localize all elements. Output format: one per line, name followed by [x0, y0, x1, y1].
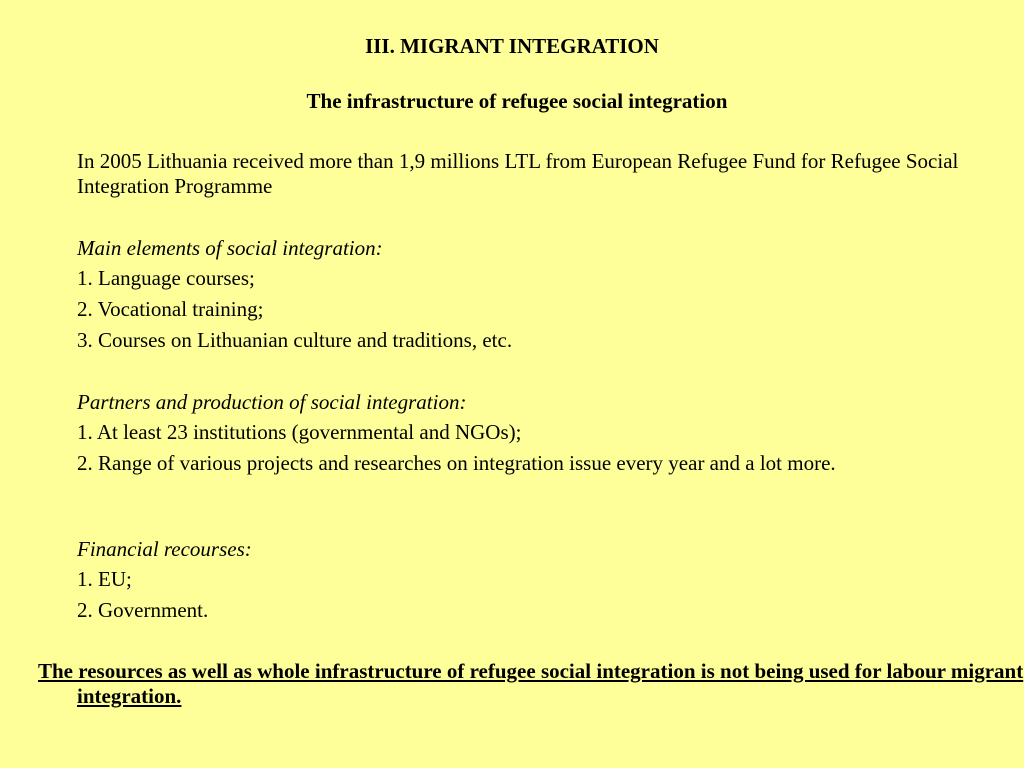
conclusion-statement: The resources as well as whole infrastructure of refugee social integration is not being used for labour migrant integration.	[38, 659, 1024, 708]
elements-item-2: 2. Vocational training;	[77, 297, 264, 321]
elements-item-3: 3. Courses on Lithuanian culture and traditions, etc.	[77, 328, 513, 352]
elements-heading: Main elements of social integration:	[77, 236, 383, 260]
slide-subtitle: The infrastructure of refugee social integration	[306, 89, 728, 113]
financial-item-2: 2. Government.	[77, 598, 209, 622]
partners-heading: Partners and production of social integration:	[77, 390, 467, 414]
financial-item-1: 1. EU;	[77, 567, 132, 591]
elements-item-1: 1. Language courses;	[77, 266, 255, 290]
partners-item-1: 1. At least 23 institutions (governmental and NGOs);	[77, 420, 522, 444]
financial-heading: Financial recourses:	[77, 537, 252, 561]
section-title: III. MIGRANT INTEGRATION	[365, 34, 659, 58]
intro-paragraph: In 2005 Lithuania received more than 1,9 millions LTL from European Refugee Fund for Refugee Social Integration Programme	[77, 149, 959, 198]
partners-item-2: 2. Range of various projects and researches on integration issue every year and a lot more.	[77, 451, 836, 475]
